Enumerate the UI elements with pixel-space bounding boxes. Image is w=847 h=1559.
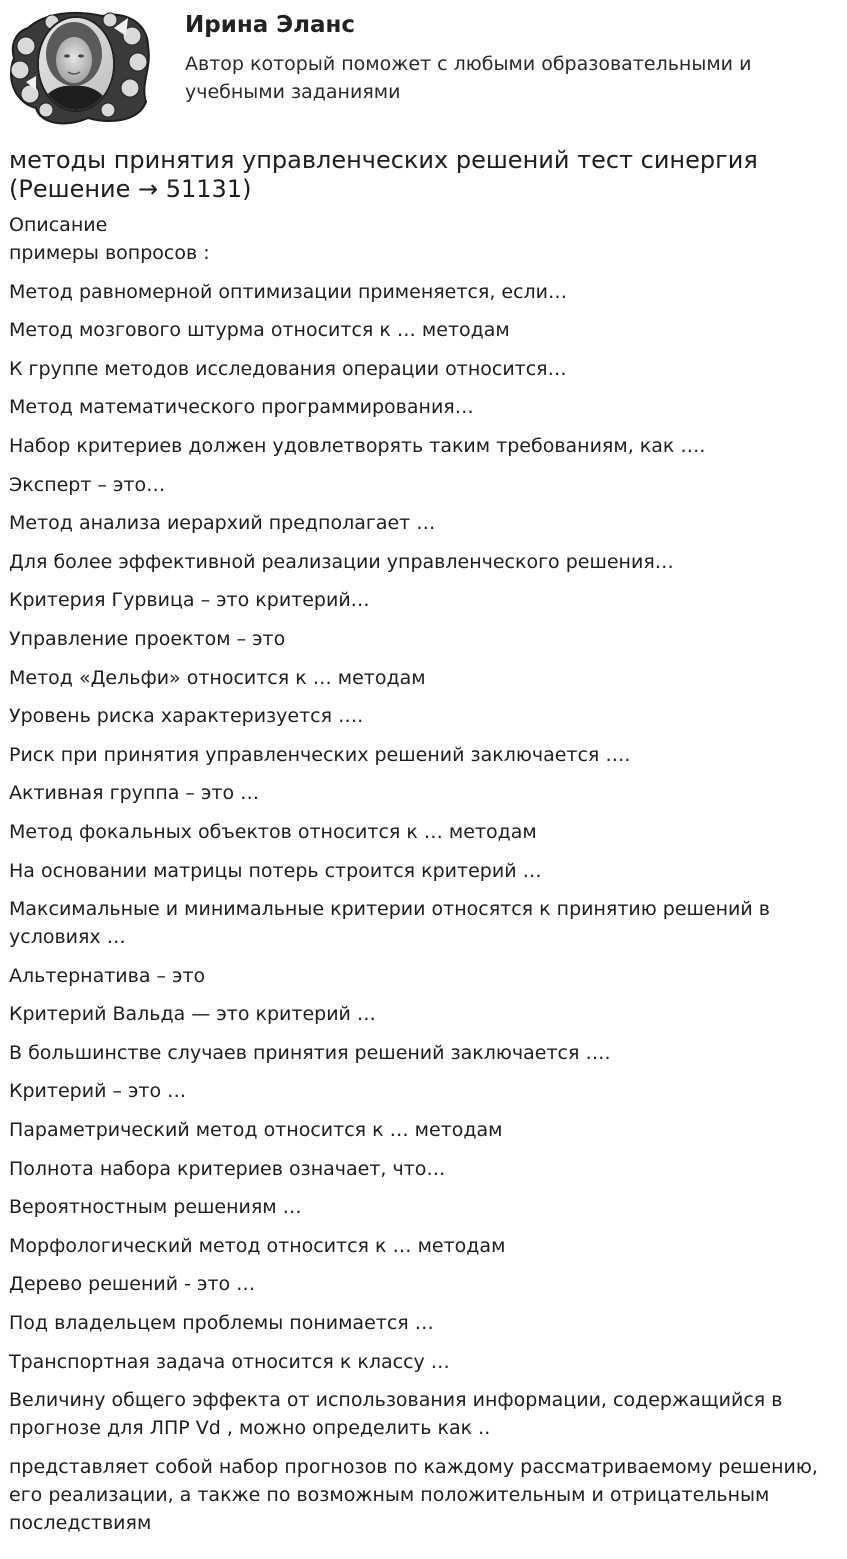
question-item: Параметрический метод относится к … методам	[9, 1119, 503, 1142]
question-item: Максимальные и минимальные критерии относятся к принятию решений в условиях …	[9, 898, 770, 949]
question-item: К группе методов исследования операции относится…	[9, 357, 567, 380]
question-item: Метод математического программирования…	[9, 396, 474, 419]
question-item: На основании матрицы потерь строится критерий …	[9, 859, 542, 882]
question-item: Метод равномерной оптимизации применяется, если…	[9, 280, 568, 303]
question-item: Риск при принятия управленческих решений заключается ….	[9, 743, 631, 766]
page-title: методы принятия управленческих решений тест синергия (Решение → 51131)	[9, 146, 758, 203]
question-item: Полнота набора критериев означает, что…	[9, 1157, 446, 1180]
question-item: Метод фокальных объектов относится к … методам	[9, 820, 537, 843]
question-item: Величину общего эффекта от использования информации, содержащийся в прогнозе для ЛПР Vd , можно определить как ..	[9, 1389, 783, 1440]
question-item: Критерия Гурвица – это критерий…	[9, 589, 370, 612]
author-header	[0, 0, 847, 140]
author-avatar[interactable]	[6, 6, 152, 126]
main-content	[9, 146, 839, 1537]
question-item: Набор критериев должен удовлетворять таким требованиям, как ….	[9, 434, 706, 457]
question-item: Активная группа – это …	[9, 782, 260, 805]
question-item: Альтернатива – это	[9, 964, 206, 987]
question-item: Метод мозгового штурма относится к … методам	[9, 319, 510, 342]
author-name[interactable]: Ирина Эланс	[185, 12, 356, 38]
question-item: Для более эффективной реализации управленческого решения…	[9, 550, 674, 573]
question-item: В большинстве случаев принятия решений заключается ….	[9, 1041, 611, 1064]
question-item: Управление проектом – это	[9, 627, 286, 650]
author-description: Автор который поможет с любыми образовательными и учебными заданиями	[185, 53, 752, 103]
film-reel-avatar-frame	[6, 6, 152, 126]
questions-intro: примеры вопросов :	[9, 242, 210, 264]
question-item: Критерий Вальда — это критерий …	[9, 1003, 376, 1026]
question-item: Под владельцем проблемы понимается …	[9, 1312, 434, 1335]
question-item: Уровень риска характеризуется ….	[9, 705, 364, 728]
question-item: Критерий – это …	[9, 1080, 187, 1103]
question-item: Морфологический метод относится к … методам	[9, 1234, 506, 1257]
question-item: Дерево решений - это …	[9, 1273, 256, 1296]
question-item: Вероятностным решениям …	[9, 1196, 302, 1219]
question-item: Транспортная задача относится к классу …	[9, 1350, 450, 1373]
question-item: Метод анализа иерархий предполагает …	[9, 512, 436, 535]
questions-list	[9, 278, 839, 1537]
description-label: Описание	[9, 214, 108, 236]
question-item: Эксперт – это…	[9, 473, 166, 496]
question-item: Метод «Дельфи» относится к … методам	[9, 666, 426, 689]
question-item: представляет собой набор прогнозов по каждому рассматриваемому решению, его реализации, а также по возможным положительным и отрицательным последствиям	[9, 1455, 818, 1534]
